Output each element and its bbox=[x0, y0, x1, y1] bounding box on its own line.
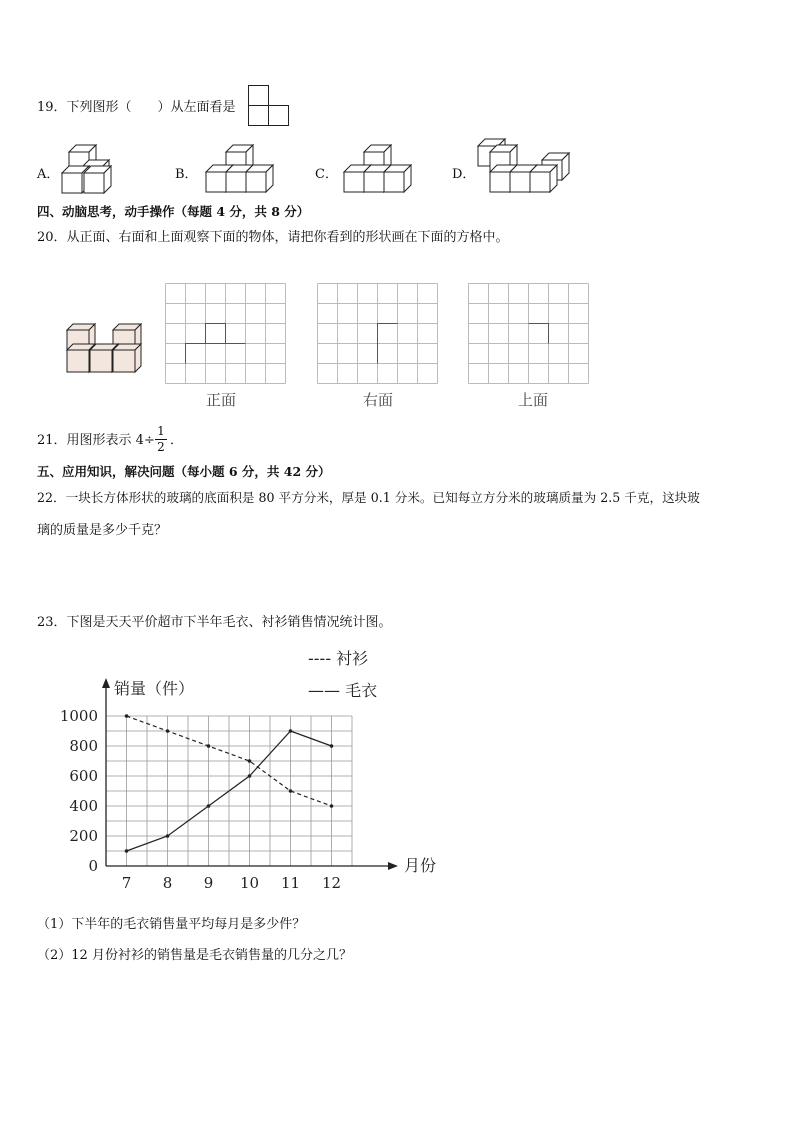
option-c-label[interactable]: C． bbox=[315, 167, 338, 182]
q23-sub-question-1: （1）下半年的毛衣销售量平均每月是多少件？ bbox=[37, 917, 306, 932]
q21-text: 21．用图形表示 4÷ bbox=[37, 433, 155, 448]
q19-left-view-figure bbox=[248, 85, 293, 130]
q23-text: 23．下图是天天平价超市下半年毛衣、衬衫销售情况统计图。 bbox=[37, 615, 392, 630]
q23-sub-question-2: （2）12 月份衬衫的销售量是毛衣销售量的几分之几？ bbox=[37, 948, 352, 963]
cube bbox=[246, 165, 273, 192]
data-point bbox=[289, 729, 293, 733]
option-c-cube-figure[interactable] bbox=[342, 145, 422, 200]
y-tick-label: 1000 bbox=[59, 707, 98, 725]
q21-denominator: 2 bbox=[155, 439, 167, 455]
y-tick-label: 200 bbox=[69, 827, 98, 845]
q21-fraction bbox=[155, 424, 167, 455]
data-point bbox=[289, 789, 293, 793]
data-point bbox=[125, 714, 129, 718]
q21-suffix: ． bbox=[170, 433, 184, 448]
data-point bbox=[125, 849, 129, 853]
y-tick-label: 0 bbox=[88, 857, 98, 875]
x-tick-label: 12 bbox=[321, 874, 342, 892]
q20-text: 20．从正面、右面和上面观察下面的物体，请把你看到的形状画在下面的方格中。 bbox=[37, 230, 509, 245]
grid-answer-outline bbox=[186, 324, 246, 364]
q22-line2: 璃的质量是多少千克？ bbox=[37, 523, 168, 538]
data-point bbox=[248, 759, 252, 763]
data-point bbox=[248, 774, 252, 778]
q19-text: 19．下列图形（ ）从左面看是 bbox=[37, 100, 236, 115]
option-a-cube-figure[interactable] bbox=[60, 140, 120, 200]
data-point bbox=[207, 744, 211, 748]
top-view-label: 上面 bbox=[518, 391, 549, 409]
q20-cube-object bbox=[65, 320, 145, 375]
cube bbox=[384, 165, 411, 192]
top-view-grid[interactable] bbox=[468, 283, 590, 385]
q21-numerator: 1 bbox=[157, 424, 165, 438]
x-tick-label: 8 bbox=[162, 874, 173, 892]
y-axis-label: 销量（件） bbox=[114, 679, 195, 698]
front-view-grid[interactable] bbox=[165, 283, 287, 385]
sales-line-chart bbox=[60, 640, 500, 900]
grid-answer-outline bbox=[529, 324, 549, 344]
option-d-label[interactable]: D． bbox=[452, 167, 476, 182]
front-view-label: 正面 bbox=[206, 391, 237, 409]
data-point bbox=[330, 744, 334, 748]
cube bbox=[113, 344, 141, 372]
cube bbox=[84, 166, 111, 193]
right-view-label: 右面 bbox=[363, 391, 394, 409]
data-point bbox=[207, 804, 211, 808]
x-tick-label: 11 bbox=[280, 874, 301, 892]
y-tick-label: 600 bbox=[69, 767, 98, 785]
option-d-cube-figure[interactable] bbox=[474, 140, 574, 200]
x-axis-arrow bbox=[388, 862, 398, 870]
y-tick-label: 400 bbox=[69, 797, 98, 815]
legend-sweater: —— 毛衣 bbox=[308, 681, 378, 700]
x-tick-label: 7 bbox=[121, 874, 132, 892]
data-point bbox=[166, 834, 170, 838]
cube bbox=[530, 165, 557, 192]
section-5-heading: 五、应用知识，解决问题（每小题 6 分，共 42 分） bbox=[37, 464, 331, 479]
option-b-cube-figure[interactable] bbox=[204, 145, 284, 200]
right-view-grid[interactable] bbox=[317, 283, 439, 385]
q22-line1: 22．一块长方体形状的玻璃的底面积是 80 平方分米，厚是 0.1 分米。已知每立方分米的玻璃质量为 2.5 千克，这块玻 bbox=[37, 490, 700, 505]
x-axis-label: 月份 bbox=[404, 856, 437, 875]
x-tick-label: 10 bbox=[239, 874, 260, 892]
data-point bbox=[330, 804, 334, 808]
legend-shirt: ---- 衬衫 bbox=[308, 649, 369, 668]
y-tick-label: 800 bbox=[69, 737, 98, 755]
option-b-label[interactable]: B． bbox=[175, 167, 198, 182]
data-point bbox=[166, 729, 170, 733]
y-axis-arrow bbox=[102, 678, 110, 688]
grid-lines bbox=[469, 284, 589, 384]
option-a-label[interactable]: A． bbox=[37, 167, 60, 182]
section-4-heading: 四、动脑思考，动手操作（每题 4 分，共 8 分） bbox=[37, 204, 310, 219]
x-tick-label: 9 bbox=[203, 874, 214, 892]
